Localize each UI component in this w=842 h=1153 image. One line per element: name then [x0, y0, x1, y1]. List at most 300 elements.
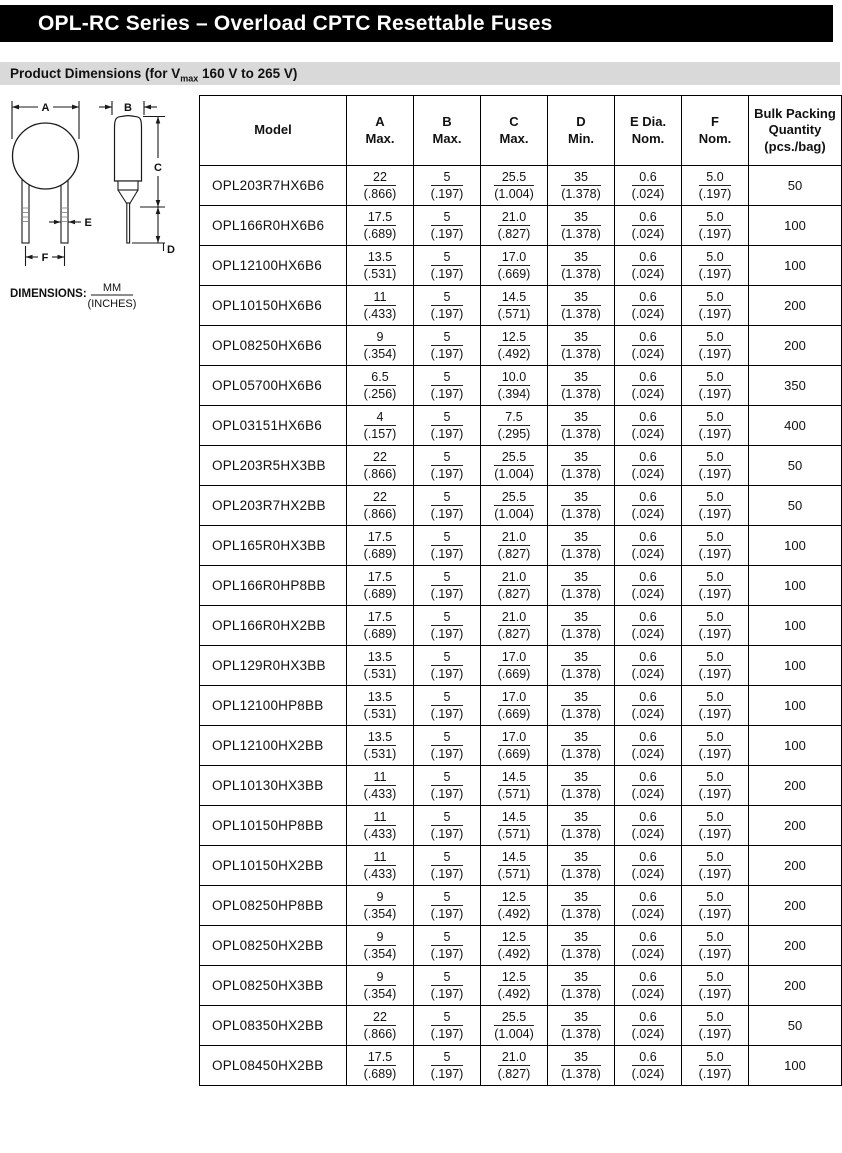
mm-inches-fraction: $\frac{17.0}{(.669)}$: [497, 730, 531, 761]
dimension-cell: [414, 926, 481, 966]
mm-inches-fraction: $\frac{11}{(.433)}$: [363, 290, 397, 321]
dimension-diagram: [2, 95, 198, 313]
mm-inches-fraction: $\frac{0.6}{(.024)}$: [631, 650, 665, 681]
dimension-cell: [481, 606, 548, 646]
dimension-cell: [414, 406, 481, 446]
mm-inches-fraction: $\frac{10.0}{(.394)}$: [497, 370, 531, 401]
dimension-cell: [414, 1006, 481, 1046]
table-row: [200, 966, 842, 1006]
mm-inches-fraction: $\frac{5.0}{(.197)}$: [698, 290, 732, 321]
quantity-cell: 200: [749, 326, 842, 366]
mm-inches-fraction: $\frac{5}{(.197)}$: [430, 770, 464, 801]
dimension-cell: [548, 566, 615, 606]
dimension-cell: [548, 846, 615, 886]
mm-inches-fraction: $\frac{13.5}{(.531)}$: [363, 650, 397, 681]
dimension-cell: [414, 766, 481, 806]
mm-inches-fraction: $\frac{5}{(.197)}$: [430, 570, 464, 601]
mm-inches-fraction: $\frac{5.0}{(.197)}$: [698, 490, 732, 521]
dimension-cell: [414, 526, 481, 566]
dimension-cell: [682, 1006, 749, 1046]
quantity-cell: 100: [749, 606, 842, 646]
model-cell: OPL08350HX2BB: [200, 1006, 347, 1046]
mm-inches-fraction: $\frac{0.6}{(.024)}$: [631, 450, 665, 481]
quantity-cell: 100: [749, 246, 842, 286]
quantity-cell: 200: [749, 846, 842, 886]
section-title-subscript: max: [180, 73, 199, 84]
table-body: [200, 166, 842, 1086]
model-cell: OPL08450HX2BB: [200, 1046, 347, 1086]
section-header-band: [0, 62, 840, 85]
dimension-cell: [481, 846, 548, 886]
mm-inches-fraction: $\frac{0.6}{(.024)}$: [631, 1050, 665, 1081]
dimension-cell: [347, 966, 414, 1006]
model-cell: OPL166R0HX2BB: [200, 606, 347, 646]
section-title-pre: Product Dimensions (for V: [10, 66, 181, 81]
mm-inches-fraction: $\frac{35}{(1.378)}$: [561, 250, 601, 281]
mm-inches-fraction: $\frac{0.6}{(.024)}$: [631, 1010, 665, 1041]
quantity-cell: 100: [749, 686, 842, 726]
dimension-cell: [481, 686, 548, 726]
table-row: [200, 1006, 842, 1046]
mm-inches-fraction: $\frac{0.6}{(.024)}$: [631, 730, 665, 761]
dimension-cell: [347, 806, 414, 846]
mm-inches-fraction: $\frac{12.5}{(.492)}$: [497, 930, 531, 961]
table-row: [200, 366, 842, 406]
model-cell: OPL08250HX2BB: [200, 926, 347, 966]
mm-inches-fraction: $\frac{9}{(.354)}$: [363, 930, 397, 961]
model-cell: OPL166R0HP8BB: [200, 566, 347, 606]
table-row: [200, 446, 842, 486]
mm-inches-fraction: $\frac{5}{(.197)}$: [430, 210, 464, 241]
mm-inches-fraction: $\frac{35}{(1.378)}$: [561, 890, 601, 921]
dimension-cell: [682, 886, 749, 926]
dimension-cell: [615, 1046, 682, 1086]
product-dimensions-table: [199, 95, 842, 1086]
dimension-cell: [548, 646, 615, 686]
model-cell: OPL10150HX6B6: [200, 286, 347, 326]
model-cell: OPL12100HP8BB: [200, 686, 347, 726]
mm-inches-fraction: $\frac{5}{(.197)}$: [430, 290, 464, 321]
table-row: [200, 486, 842, 526]
column-header-d-min: D Min.: [548, 96, 615, 166]
mm-inches-fraction: $\frac{5.0}{(.197)}$: [698, 930, 732, 961]
table-row: [200, 886, 842, 926]
model-cell: OPL12100HX6B6: [200, 246, 347, 286]
quantity-cell: 50: [749, 486, 842, 526]
dimension-cell: [347, 646, 414, 686]
dimension-cell: [481, 566, 548, 606]
table-row: [200, 726, 842, 766]
mm-inches-fraction: $\frac{0.6}{(.024)}$: [631, 770, 665, 801]
dimension-cell: [682, 806, 749, 846]
mm-inches-fraction: $\frac{5}{(.197)}$: [430, 850, 464, 881]
dimension-cell: [682, 206, 749, 246]
mm-inches-fraction: $\frac{5}{(.197)}$: [430, 1050, 464, 1081]
table-row: [200, 846, 842, 886]
mm-inches-fraction: $\frac{0.6}{(.024)}$: [631, 290, 665, 321]
table-row: [200, 1046, 842, 1086]
dimension-cell: [414, 366, 481, 406]
table-row: [200, 406, 842, 446]
column-header-f-nom: F Nom.: [682, 96, 749, 166]
quantity-cell: 350: [749, 366, 842, 406]
dimension-cell: [615, 606, 682, 646]
dimension-cell: [414, 326, 481, 366]
table-row: [200, 686, 842, 726]
dimension-cell: [615, 446, 682, 486]
quantity-cell: 100: [749, 526, 842, 566]
mm-inches-fraction: $\frac{5.0}{(.197)}$: [698, 770, 732, 801]
dimension-cell: [347, 486, 414, 526]
mm-inches-fraction: $\frac{5.0}{(.197)}$: [698, 610, 732, 641]
mm-inches-fraction: $\frac{35}{(1.378)}$: [561, 210, 601, 241]
mm-inches-fraction: $\frac{25.5}{(1.004)}$: [494, 170, 534, 201]
mm-inches-fraction: $\frac{5}{(.197)}$: [430, 650, 464, 681]
model-cell: OPL165R0HX3BB: [200, 526, 347, 566]
dimension-cell: [548, 286, 615, 326]
dimension-cell: [682, 726, 749, 766]
mm-inches-fraction: $\frac{21.0}{(.827)}$: [497, 570, 531, 601]
quantity-cell: 100: [749, 646, 842, 686]
mm-inches-fraction: $\frac{5.0}{(.197)}$: [698, 530, 732, 561]
mm-inches-fraction: $\frac{0.6}{(.024)}$: [631, 410, 665, 441]
dimension-cell: [682, 926, 749, 966]
mm-inches-fraction: $\frac{35}{(1.378)}$: [561, 1050, 601, 1081]
dimension-cell: [615, 846, 682, 886]
mm-inches-fraction: $\frac{35}{(1.378)}$: [561, 770, 601, 801]
quantity-cell: 50: [749, 446, 842, 486]
dimension-cell: [481, 926, 548, 966]
dimension-cell: [347, 686, 414, 726]
quantity-cell: 200: [749, 966, 842, 1006]
dimension-cell: [481, 726, 548, 766]
dimension-cell: [682, 1046, 749, 1086]
table-row: [200, 566, 842, 606]
dimension-cell: [682, 766, 749, 806]
dimension-cell: [548, 766, 615, 806]
mm-inches-fraction: $\frac{0.6}{(.024)}$: [631, 330, 665, 361]
mm-inches-fraction: $\frac{0.6}{(.024)}$: [631, 570, 665, 601]
dimension-cell: [682, 566, 749, 606]
dimension-cell: [414, 606, 481, 646]
quantity-cell: 100: [749, 726, 842, 766]
column-header-b-max: B Max.: [414, 96, 481, 166]
mm-inches-fraction: $\frac{17.5}{(.689)}$: [363, 570, 397, 601]
mm-inches-fraction: $\frac{14.5}{(.571)}$: [497, 770, 531, 801]
dimension-cell: [682, 286, 749, 326]
dimension-cell: [347, 446, 414, 486]
quantity-cell: 200: [749, 806, 842, 846]
mm-inches-fraction: $\frac{5}{(.197)}$: [430, 450, 464, 481]
mm-inches-fraction: $\frac{7.5}{(.295)}$: [497, 410, 531, 441]
table-row: [200, 286, 842, 326]
mm-inches-fraction: $\frac{0.6}{(.024)}$: [631, 890, 665, 921]
dimension-cell: [548, 686, 615, 726]
dimension-cell: [347, 606, 414, 646]
table-row: [200, 206, 842, 246]
mm-inches-fraction: $\frac{0.6}{(.024)}$: [631, 850, 665, 881]
model-cell: OPL10150HP8BB: [200, 806, 347, 846]
mm-inches-fraction: $\frac{14.5}{(.571)}$: [497, 290, 531, 321]
dimension-cell: [615, 566, 682, 606]
dimension-cell: [682, 246, 749, 286]
dimensions-label: DIMENSIONS:: [10, 288, 87, 300]
quantity-cell: 200: [749, 886, 842, 926]
mm-inches-fraction: $\frac{5}{(.197)}$: [430, 970, 464, 1001]
mm-inches-fraction: $\frac{35}{(1.378)}$: [561, 970, 601, 1001]
dimension-cell: [615, 206, 682, 246]
mm-inches-fraction: $\frac{5.0}{(.197)}$: [698, 1010, 732, 1041]
mm-inches-fraction: $\frac{35}{(1.378)}$: [561, 650, 601, 681]
dimension-cell: [481, 806, 548, 846]
dimension-cell: [481, 326, 548, 366]
mm-inches-fraction: $\frac{25.5}{(1.004)}$: [494, 450, 534, 481]
mm-inches-fraction: $\frac{0.6}{(.024)}$: [631, 610, 665, 641]
table-header-row: [200, 96, 842, 166]
dimension-cell: [481, 1046, 548, 1086]
dimension-cell: [481, 206, 548, 246]
mm-inches-fraction: $\frac{5.0}{(.197)}$: [698, 850, 732, 881]
dimension-cell: [548, 366, 615, 406]
mm-inches-fraction: $\frac{0.6}{(.024)}$: [631, 970, 665, 1001]
dimension-cell: [414, 206, 481, 246]
dimension-cell: [414, 646, 481, 686]
mm-inches-fraction: $\frac{5}{(.197)}$: [430, 890, 464, 921]
mm-inches-fraction: $\frac{13.5}{(.531)}$: [363, 690, 397, 721]
mm-inches-fraction: $\frac{35}{(1.378)}$: [561, 570, 601, 601]
dimension-cell: [481, 486, 548, 526]
dimension-cell: [347, 1006, 414, 1046]
dimension-cell: [548, 526, 615, 566]
dimension-cell: [347, 926, 414, 966]
dimension-cell: [682, 166, 749, 206]
quantity-cell: 400: [749, 406, 842, 446]
table-row: [200, 926, 842, 966]
dimension-cell: [347, 1046, 414, 1086]
mm-inches-fraction: $\frac{35}{(1.378)}$: [561, 450, 601, 481]
table-row: [200, 766, 842, 806]
mm-inches-fraction: $\frac{5.0}{(.197)}$: [698, 370, 732, 401]
mm-inches-fraction: $\frac{5}{(.197)}$: [430, 690, 464, 721]
quantity-cell: 200: [749, 766, 842, 806]
dimension-cell: [347, 406, 414, 446]
column-header-bulk-packing: Bulk Packing Quantity (pcs./bag): [749, 96, 842, 166]
dimension-cell: [615, 366, 682, 406]
dimension-cell: [414, 246, 481, 286]
dimension-cell: [347, 726, 414, 766]
model-cell: OPL166R0HX6B6: [200, 206, 347, 246]
mm-inches-fraction: $\frac{35}{(1.378)}$: [561, 850, 601, 881]
dimension-cell: [548, 206, 615, 246]
dimension-cell: [414, 966, 481, 1006]
table-row: [200, 806, 842, 846]
mm-inches-fraction: $\frac{5.0}{(.197)}$: [698, 730, 732, 761]
mm-inches-fraction: $\frac{5.0}{(.197)}$: [698, 1050, 732, 1081]
model-cell: OPL129R0HX3BB: [200, 646, 347, 686]
dimension-cell: [682, 966, 749, 1006]
dimension-cell: [481, 366, 548, 406]
mm-inches-fraction: $\frac{14.5}{(.571)}$: [497, 850, 531, 881]
dimension-cell: [548, 486, 615, 526]
quantity-cell: 50: [749, 1006, 842, 1046]
dimension-cell: [615, 166, 682, 206]
dimension-cell: [615, 1006, 682, 1046]
model-cell: OPL03151HX6B6: [200, 406, 347, 446]
dimension-cell: [615, 406, 682, 446]
mm-inches-fraction: $\frac{9}{(.354)}$: [363, 330, 397, 361]
mm-inches-fraction: $\frac{6.5}{(.256)}$: [363, 370, 397, 401]
dimension-cell: [347, 326, 414, 366]
model-cell: OPL08250HP8BB: [200, 886, 347, 926]
dimension-cell: [347, 526, 414, 566]
mm-inches-fraction: $\frac{5.0}{(.197)}$: [698, 170, 732, 201]
mm-inches-fraction: $\frac{5}{(.197)}$: [430, 1010, 464, 1041]
dimension-cell: [481, 446, 548, 486]
dimension-cell: [481, 286, 548, 326]
mm-inches-fraction: $\frac{17.0}{(.669)}$: [497, 690, 531, 721]
dimension-cell: [347, 286, 414, 326]
mm-inches-fraction: $\frac{0.6}{(.024)}$: [631, 530, 665, 561]
dimension-cell: [615, 526, 682, 566]
dim-label-f: F: [41, 252, 49, 264]
mm-inches-fraction: $\frac{5.0}{(.197)}$: [698, 570, 732, 601]
dimension-cell: [682, 366, 749, 406]
dimension-cell: [548, 886, 615, 926]
model-cell: OPL203R7HX6B6: [200, 166, 347, 206]
dim-label-b: B: [124, 102, 132, 114]
mm-inches-fraction: $\frac{4}{(.157)}$: [363, 410, 397, 441]
dimension-cell: [347, 206, 414, 246]
dimension-cell: [481, 646, 548, 686]
mm-inches-fraction: $\frac{11}{(.433)}$: [363, 850, 397, 881]
mm-inches-fraction: $\frac{5}{(.197)}$: [430, 490, 464, 521]
dimension-cell: [347, 246, 414, 286]
dimension-cell: [481, 406, 548, 446]
dimension-cell: [615, 806, 682, 846]
dimension-cell: [481, 1006, 548, 1046]
model-cell: OPL10150HX2BB: [200, 846, 347, 886]
dimension-cell: [414, 166, 481, 206]
mm-inches-fraction: $\frac{12.5}{(.492)}$: [497, 330, 531, 361]
units-mm: MM: [102, 282, 122, 294]
mm-inches-fraction: $\frac{17.5}{(.689)}$: [363, 210, 397, 241]
dimension-cell: [615, 326, 682, 366]
column-header-e-dia-nom: E Dia. Nom.: [615, 96, 682, 166]
mm-inches-fraction: $\frac{35}{(1.378)}$: [561, 370, 601, 401]
dimension-cell: [414, 486, 481, 526]
model-cell: OPL05700HX6B6: [200, 366, 347, 406]
dimension-cell: [548, 166, 615, 206]
dimension-cell: [414, 566, 481, 606]
dimension-cell: [682, 646, 749, 686]
mm-inches-fraction: $\frac{35}{(1.378)}$: [561, 810, 601, 841]
mm-inches-fraction: $\frac{5.0}{(.197)}$: [698, 650, 732, 681]
dimension-cell: [682, 446, 749, 486]
dimension-cell: [481, 766, 548, 806]
dimension-cell: [414, 726, 481, 766]
dim-label-e: E: [84, 217, 92, 229]
model-cell: OPL10130HX3BB: [200, 766, 347, 806]
mm-inches-fraction: $\frac{5.0}{(.197)}$: [698, 410, 732, 441]
dimension-cell: [615, 966, 682, 1006]
mm-inches-fraction: $\frac{17.5}{(.689)}$: [363, 530, 397, 561]
section-title: [10, 66, 298, 84]
dimension-cell: [414, 446, 481, 486]
mm-inches-fraction: $\frac{22}{(.866)}$: [363, 490, 397, 521]
mm-inches-fraction: $\frac{13.5}{(.531)}$: [363, 250, 397, 281]
dimension-cell: [548, 966, 615, 1006]
column-header-c-max: C Max.: [481, 96, 548, 166]
dimension-cell: [347, 366, 414, 406]
dimension-cell: [548, 446, 615, 486]
dimension-cell: [615, 486, 682, 526]
dimension-cell: [682, 406, 749, 446]
dimension-cell: [682, 686, 749, 726]
mm-inches-fraction: $\frac{25.5}{(1.004)}$: [494, 1010, 534, 1041]
model-cell: OPL12100HX2BB: [200, 726, 347, 766]
dimension-cell: [481, 886, 548, 926]
dimension-cell: [414, 1046, 481, 1086]
mm-inches-fraction: $\frac{5}{(.197)}$: [430, 730, 464, 761]
mm-inches-fraction: $\frac{35}{(1.378)}$: [561, 330, 601, 361]
page-title: OPL-RC Series – Overload CPTC Resettable Fuses: [38, 11, 553, 35]
quantity-cell: 200: [749, 926, 842, 966]
mm-inches-fraction: $\frac{35}{(1.378)}$: [561, 730, 601, 761]
dimension-cell: [548, 606, 615, 646]
mm-inches-fraction: $\frac{5}{(.197)}$: [430, 530, 464, 561]
dimension-cell: [548, 406, 615, 446]
mm-inches-fraction: $\frac{5}{(.197)}$: [430, 610, 464, 641]
mm-inches-fraction: $\frac{5}{(.197)}$: [430, 170, 464, 201]
mm-inches-fraction: $\frac{14.5}{(.571)}$: [497, 810, 531, 841]
mm-inches-fraction: $\frac{22}{(.866)}$: [363, 170, 397, 201]
dimension-cell: [548, 1006, 615, 1046]
mm-inches-fraction: $\frac{5}{(.197)}$: [430, 250, 464, 281]
dimension-cell: [414, 286, 481, 326]
column-header-model: Model: [200, 96, 347, 166]
quantity-cell: 50: [749, 166, 842, 206]
dimension-cell: [548, 726, 615, 766]
mm-inches-fraction: $\frac{35}{(1.378)}$: [561, 290, 601, 321]
dimension-cell: [682, 846, 749, 886]
mm-inches-fraction: $\frac{5.0}{(.197)}$: [698, 810, 732, 841]
dimension-cell: [347, 886, 414, 926]
dimension-cell: [682, 606, 749, 646]
dimension-cell: [414, 846, 481, 886]
mm-inches-fraction: $\frac{5.0}{(.197)}$: [698, 970, 732, 1001]
mm-inches-fraction: $\frac{12.5}{(.492)}$: [497, 970, 531, 1001]
table-row: [200, 166, 842, 206]
dimension-cell: [414, 806, 481, 846]
mm-inches-fraction: $\frac{0.6}{(.024)}$: [631, 490, 665, 521]
dimension-cell: [414, 686, 481, 726]
mm-inches-fraction: $\frac{35}{(1.378)}$: [561, 690, 601, 721]
mm-inches-fraction: $\frac{35}{(1.378)}$: [561, 930, 601, 961]
mm-inches-fraction: $\frac{9}{(.354)}$: [363, 970, 397, 1001]
dimension-cell: [347, 766, 414, 806]
dimension-cell: [347, 566, 414, 606]
mm-inches-fraction: $\frac{21.0}{(.827)}$: [497, 1050, 531, 1081]
mm-inches-fraction: $\frac{5.0}{(.197)}$: [698, 690, 732, 721]
model-cell: OPL203R7HX2BB: [200, 486, 347, 526]
section-title-post: 160 V to 265 V): [198, 66, 298, 81]
mm-inches-fraction: $\frac{11}{(.433)}$: [363, 770, 397, 801]
table-row: [200, 646, 842, 686]
mm-inches-fraction: $\frac{5.0}{(.197)}$: [698, 330, 732, 361]
mm-inches-fraction: $\frac{0.6}{(.024)}$: [631, 930, 665, 961]
dimension-cell: [615, 766, 682, 806]
dimension-cell: [347, 166, 414, 206]
